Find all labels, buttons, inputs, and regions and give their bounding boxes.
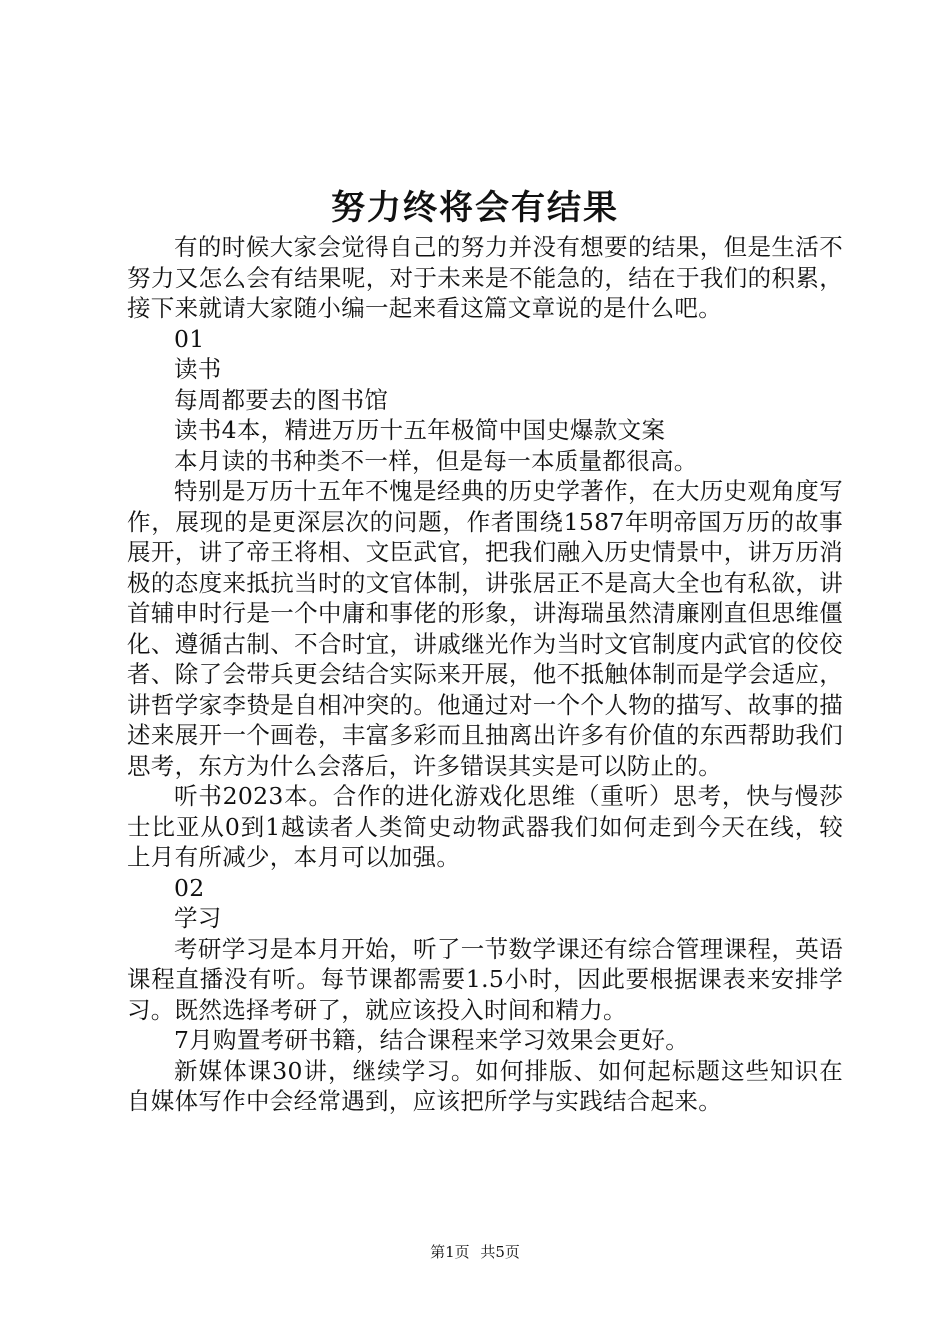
page-number: 第1页 [430, 1243, 470, 1261]
paragraph: 特别是万历十五年不愧是经典的历史学著作，在大历史观角度写作，展现的是更深层次的问题，作者围绕1587年明帝国万历的故事展开，讲了帝王将相、文臣武官，把我们融入历史情景中，讲万历消极的态度来抵抗当时的文官体制，讲张居正不是高大全也有私欲，讲首辅申时行是一个中庸和事佬的形象，讲海瑞虽然清廉刚直但思维僵化、遵循古制、不合时宜，讲戚继光作为当时文官制度内武官的佼佼者、除了会带兵更会结合实际来开展，他不抵触体制而是学会适应，讲哲学家李贽是自相冲突的。他通过对一个个人物的描写、故事的描述来展开一个画卷，丰富多彩而且抽离出许多有价值的东西帮助我们思考，东方为什么会落后，许多错误其实是可以防止的。 [127, 477, 843, 780]
paragraph: 7月购置考研书籍，结合课程来学习效果会更好。 [174, 1026, 690, 1054]
paragraph: 考研学习是本月开始，听了一节数学课还有综合管理课程，英语课程直播没有听。每节课都需要1.5小时，因此要根据课表来安排学习。既然选择考研了，就应该投入时间和精力。 [127, 934, 843, 1024]
paragraph: 听书2023本。合作的进化游戏化思维（重听）思考，快与慢莎士比亚从0到1越读者人类简史动物武器我们如何走到今天在线，较上月有所减少，本月可以加强。 [127, 782, 843, 871]
section-heading: 读书 [174, 355, 222, 383]
paragraph: 每周都要去的图书馆 [174, 385, 389, 414]
section-heading: 学习 [174, 904, 222, 932]
section-number: 01 [174, 324, 205, 353]
page-total: 共5页 [480, 1243, 520, 1261]
intro-paragraph: 有的时候大家会觉得自己的努力并没有想要的结果，但是生活不努力又怎么会有结果呢，对于未来是不能急的，结在于我们的积累，接下来就请大家随小编一起来看这篇文章说的是什么吧。 [127, 233, 843, 322]
section-number: 02 [174, 873, 205, 902]
paragraph: 读书4本，精进万历十五年极简中国史爆款文案 [174, 416, 666, 444]
document-body [127, 232, 843, 1117]
page-footer [0, 1242, 950, 1262]
document-title: 努力终将会有结果 [331, 188, 619, 228]
paragraph: 新媒体课30讲，继续学习。如何排版、如何起标题这些知识在自媒体写作中会经常遇到，应该把所学与实践结合起来。 [127, 1056, 843, 1115]
paragraph: 本月读的书种类不一样，但是每一本质量都很高。 [174, 446, 698, 475]
